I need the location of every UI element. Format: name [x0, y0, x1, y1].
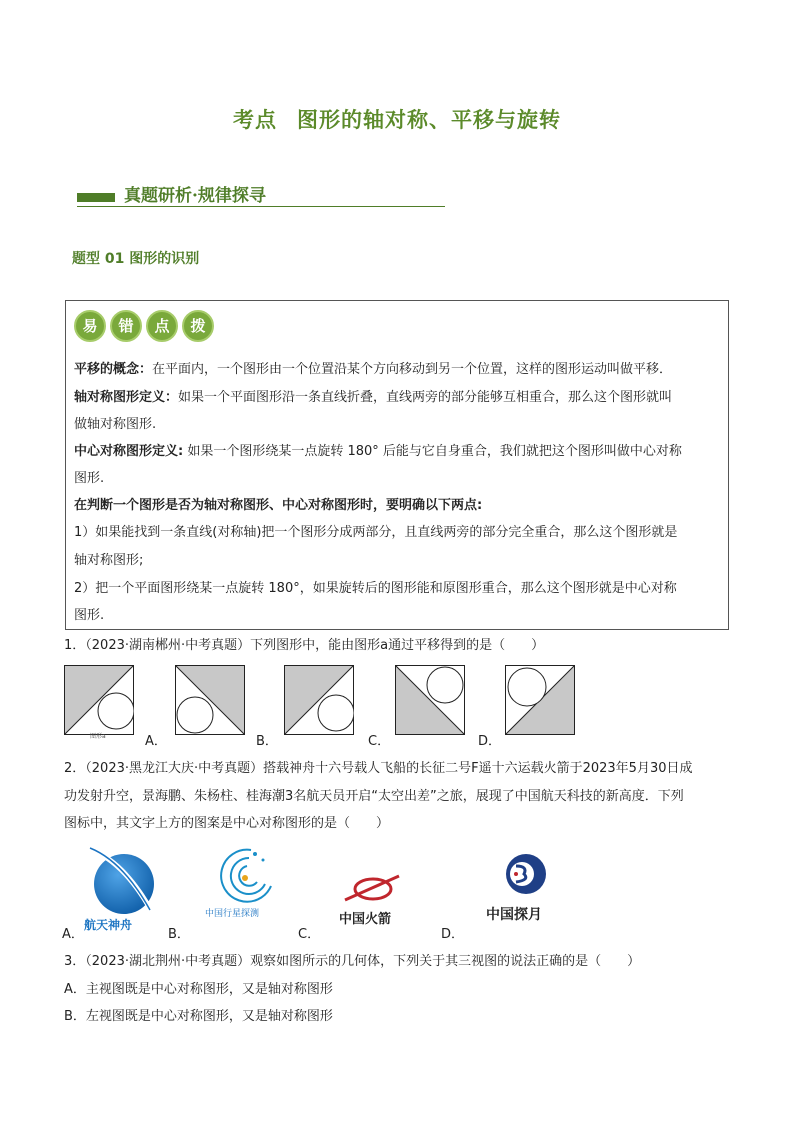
type-title: 题型 01 图形的识别 [72, 251, 200, 267]
q1-option-b[interactable]: B． [256, 734, 278, 749]
q1-option-d[interactable]: D． [478, 734, 502, 749]
tip-line-6: 在判断一个图形是否为轴对称图形、中心对称图形时，要明确以下两点: [74, 498, 483, 513]
logo-planetary-text: 中国行星探测 [205, 909, 260, 919]
tip-line-8: 轴对称图形; [74, 553, 144, 568]
q1-option-a[interactable]: A． [145, 734, 167, 749]
tip-line-4: 中心对称图形定义: 如果一个图形绕某一点旋转 180° 后能与它自身重合，我们就把这个图形叫做中心对称 [74, 444, 682, 459]
shenzhou-icon [80, 846, 162, 916]
q2-line-3: 图标中，其文字上方的图案是中心对称图形的是（ ） [64, 816, 390, 831]
logo-rocket-text: 中国火箭 [339, 912, 392, 927]
section-title: 真题研析·规律探寻 [124, 186, 266, 206]
tip-line-10: 图形. [74, 608, 105, 623]
q1-figure-option-c [395, 665, 465, 735]
badge-cuo: 错 [110, 310, 142, 342]
q2-option-a[interactable]: A． [62, 927, 84, 942]
q2-line-2: 功发射升空，景海鹏、朱杨柱、桂海潮3名航天员开启“太空出差”之旅，展现了中国航天科技的新高度．下列 [64, 789, 684, 804]
logo-rocket [337, 872, 411, 928]
q2-option-b[interactable]: B． [168, 927, 190, 942]
tip-line-9: 2）把一个平面图形绕某一点旋转 180°，如果旋转后的图形能和原图形重合，那么这个图形就是中心对称 [74, 581, 677, 596]
q1-figure-option-a [175, 665, 245, 735]
section-underline [77, 206, 445, 207]
q1-figure-a [64, 665, 134, 735]
badge-yi: 易 [74, 310, 106, 342]
q1-figure-option-b [284, 665, 354, 735]
lunar-icon [486, 850, 566, 900]
title-prefix: 考点 [233, 108, 277, 132]
logo-planetary [205, 846, 285, 922]
planetary-icon [205, 846, 285, 906]
tip-line-1: 平移的概念：在平面内，一个图形由一个位置沿某个方向移动到另一个位置，这样的图形运动叫做平移． [74, 362, 673, 377]
q1-figure-option-d [505, 665, 575, 735]
q1-figure-caption: 图形a [90, 733, 106, 740]
q3-option-a[interactable]: A．主视图既是中心对称图形，又是轴对称图形 [64, 982, 333, 997]
rocket-icon [337, 872, 411, 906]
section-bar [77, 193, 115, 202]
badge-bo: 拨 [182, 310, 214, 342]
q3-option-b[interactable]: B．左视图既是中心对称图形，又是轴对称图形 [64, 1009, 333, 1024]
tip-line-5: 图形. [74, 471, 105, 486]
tip-line-3: 做轴对称图形. [74, 417, 157, 432]
q3-stem: 3．（2023·湖北荆州·中考真题）观察如图所示的几何体，下列关于其三视图的说法正确的是（ ） [64, 954, 641, 969]
q2-option-d[interactable]: D． [441, 927, 465, 942]
q2-line-1: 2．（2023·黑龙江大庆·中考真题）搭载神舟十六号载人飞船的长征二号F遥十六运载火箭于2023年5月30日成 [64, 761, 693, 776]
logo-shenzhou-text: 航天神舟 [84, 918, 133, 932]
page-title [0, 104, 794, 134]
q1-stem: 1．（2023·湖南郴州·中考真题）下列图形中，能由图形a通过平移得到的是（ ） [64, 638, 545, 653]
badge-dian: 点 [146, 310, 178, 342]
logo-lunar [486, 850, 566, 926]
tip-line-7: 1）如果能找到一条直线(对称轴)把一个图形分成两部分，且直线两旁的部分完全重合，那么这个图形就是 [74, 525, 678, 540]
q2-option-c[interactable]: C． [298, 927, 321, 942]
tip-line-2: 轴对称图形定义：如果一个平面图形沿一条直线折叠，直线两旁的部分能够互相重合，那么这个图形就叫 [74, 390, 673, 405]
logo-shenzhou [80, 846, 162, 930]
logo-lunar-text: 中国探月 [486, 907, 542, 923]
q1-option-c[interactable]: C． [368, 734, 391, 749]
title-main: 图形的轴对称、平移与旋转 [297, 108, 561, 132]
